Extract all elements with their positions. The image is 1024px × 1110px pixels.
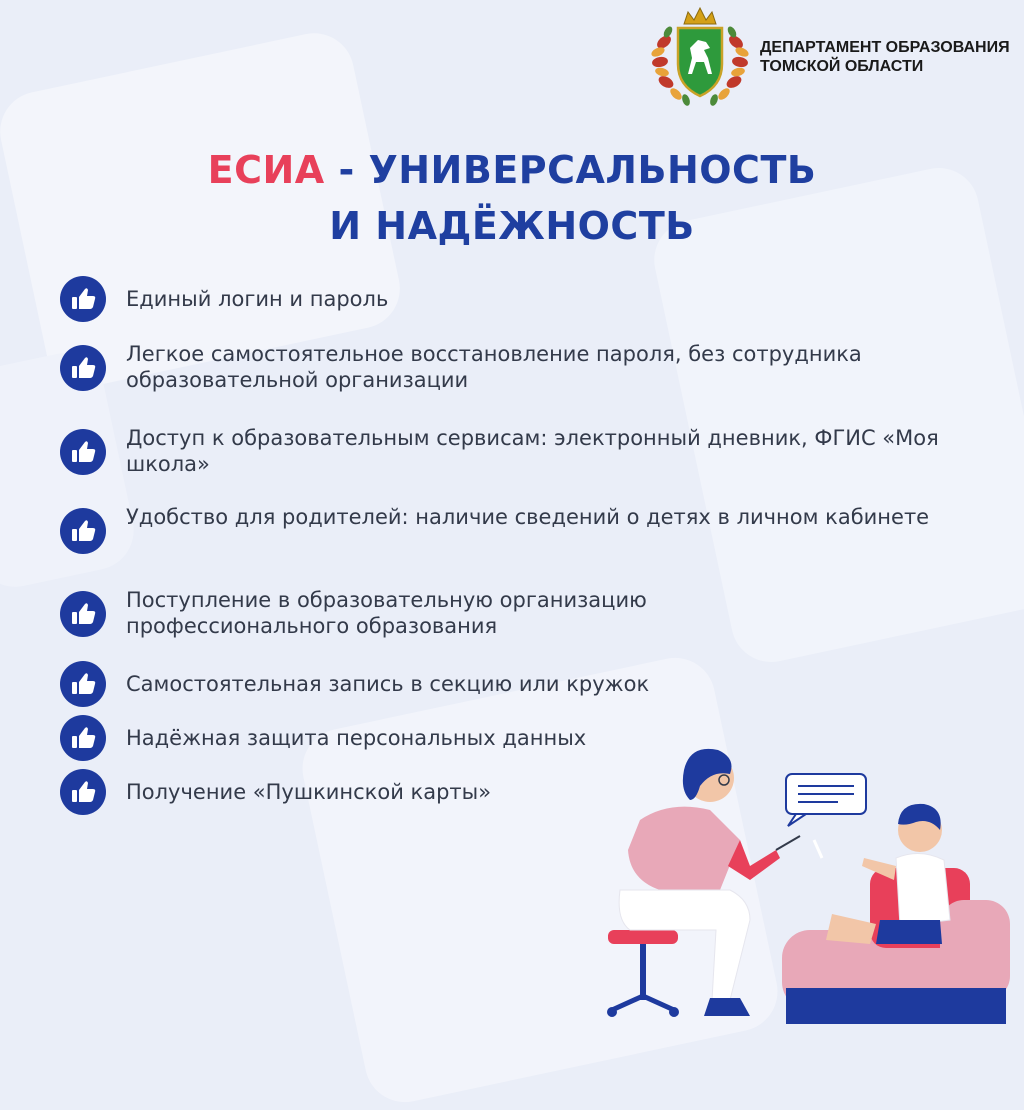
title-text: И НАДЁЖНОСТЬ bbox=[329, 204, 695, 248]
teacher-child-illustration bbox=[600, 740, 1024, 1024]
title-text: - УНИВЕРСАЛЬНОСТЬ bbox=[324, 148, 817, 192]
header bbox=[0, 0, 1024, 120]
department-name bbox=[760, 38, 1010, 76]
list-item-text: Легкое самостоятельное восстановление пароля, без сотрудника образовательной организации bbox=[126, 342, 862, 392]
page-title bbox=[0, 142, 1024, 254]
list-item-text: Единый логин и пароль bbox=[126, 287, 389, 311]
thumbs-up-icon bbox=[60, 276, 106, 322]
thumbs-up-icon bbox=[60, 429, 106, 475]
department-name-line: ТОМСКОЙ ОБЛАСТИ bbox=[760, 58, 924, 75]
list-item-text: Надёжная защита персональных данных bbox=[126, 726, 587, 750]
thumbs-up-icon bbox=[60, 591, 106, 637]
list-item-text: Получение «Пушкинской карты» bbox=[126, 780, 492, 804]
thumbs-up-icon bbox=[60, 715, 106, 761]
thumbs-up-icon bbox=[60, 661, 106, 707]
list-item-text: Самостоятельная запись в секцию или кружок bbox=[126, 672, 650, 696]
thumbs-up-icon bbox=[60, 508, 106, 554]
speech-bubble-icon bbox=[786, 774, 866, 826]
list-item-text: Доступ к образовательным сервисам: электронный дневник, ФГИС «Моя школа» bbox=[126, 426, 939, 476]
list-item-text: Удобство для родителей: наличие сведений о детях в личном кабинете bbox=[126, 505, 930, 529]
title-accent: ЕСИА bbox=[207, 148, 325, 192]
list-item-text: Поступление в образовательную организацию профессионального образования bbox=[126, 588, 647, 638]
department-name-line: ДЕПАРТАМЕНТ ОБРАЗОВАНИЯ bbox=[760, 39, 1010, 56]
thumbs-up-icon bbox=[60, 769, 106, 815]
tomsk-emblem-icon bbox=[646, 2, 754, 110]
thumbs-up-icon bbox=[60, 345, 106, 391]
